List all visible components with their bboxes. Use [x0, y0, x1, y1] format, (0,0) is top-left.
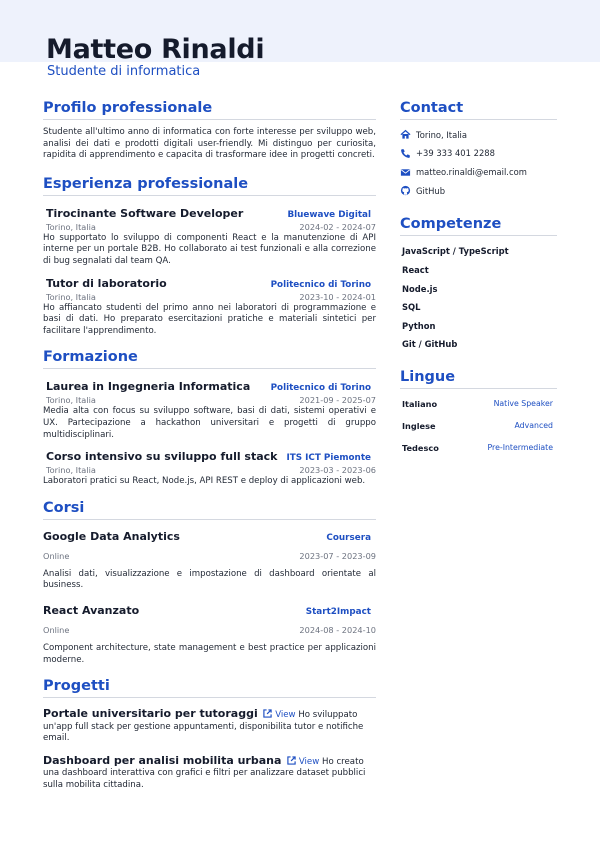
education-section	[43, 349, 376, 487]
education-school: Politecnico di Torino	[270, 383, 371, 394]
project-description: Ho creato una dashboard interattiva con grafici e filtri per analizzare dataset pubblici sulla mobilita cittadina.	[43, 756, 366, 791]
profile-heading: Profilo professionale	[43, 100, 376, 120]
language-item	[400, 399, 557, 409]
experience-heading: Esperienza professionale	[43, 176, 376, 196]
experience-role: Tutor di laboratorio	[46, 276, 167, 290]
education-item	[43, 450, 376, 488]
education-location: Torino, Italia	[46, 465, 96, 476]
courses-section	[43, 500, 376, 666]
language-level: Advanced	[514, 421, 553, 431]
skill-item: JavaScript / TypeScript	[402, 246, 509, 257]
course-provider: Start2Impact	[305, 606, 371, 617]
languages-heading: Lingue	[400, 369, 557, 389]
language-level: Native Speaker	[493, 399, 553, 409]
education-school: ITS ICT Piemonte	[286, 453, 371, 464]
contact-section	[400, 100, 557, 196]
profile-section	[43, 100, 376, 162]
skills-section	[400, 216, 557, 349]
contact-github[interactable]	[400, 185, 557, 196]
projects-heading: Progetti	[43, 678, 376, 698]
education-dates: 2021-09 - 2025-07	[299, 395, 376, 406]
experience-dates: 2024-02 - 2024-07	[299, 221, 376, 232]
external-link-icon	[287, 756, 296, 765]
contact-location	[400, 129, 557, 140]
education-location: Torino, Italia	[46, 395, 96, 406]
contact-email-text: matteo.rinaldi@email.com	[416, 167, 527, 178]
project-item	[43, 708, 376, 745]
education-item	[43, 380, 376, 441]
course-mode: Online	[43, 624, 70, 635]
experience-company: Politecnico di Torino	[270, 279, 371, 290]
course-item	[43, 604, 376, 666]
project-view-label: View	[275, 710, 296, 721]
home-icon	[400, 129, 411, 140]
education-dates: 2023-03 - 2023-06	[299, 465, 376, 476]
language-name: Inglese	[402, 421, 436, 432]
project-item	[43, 755, 376, 792]
project-name: Dashboard per analisi mobilita urbana	[43, 753, 282, 767]
course-dates: 2023-07 - 2023-09	[299, 550, 376, 561]
course-mode: Online	[43, 550, 70, 561]
contact-email[interactable]	[400, 167, 557, 178]
experience-description: Ho supportato lo sviluppo di componenti React e la manutenzione di API interne per un portale B2B. Ho collaborato ai test funzionali e alla correzione di bug segnalati dal team QA.	[43, 232, 376, 266]
course-name: React Avanzato	[43, 603, 140, 617]
course-name: Google Data Analytics	[43, 529, 180, 543]
education-description: Media alta con focus su sviluppo software, basi di dati, sistemi operativi e UX. Partecipazione a hackathon universitari e progetti di gruppo multidisciplinari.	[43, 406, 376, 440]
course-description: Analisi dati, visualizzazione e impostazione di dashboard orientate al business.	[43, 568, 376, 591]
language-item	[400, 443, 557, 453]
language-name: Italiano	[402, 399, 438, 410]
project-description: Ho sviluppato un'app full stack per gestione appuntamenti, disponibilita tutor e notifiche email.	[43, 710, 364, 744]
project-view-link[interactable]	[284, 757, 322, 767]
candidate-subtitle: Studente di informatica	[47, 64, 201, 79]
experience-section	[43, 176, 376, 338]
experience-role: Tirocinante Software Developer	[46, 206, 244, 220]
course-item	[43, 530, 376, 592]
contact-location-text: Torino, Italia	[416, 129, 468, 140]
envelope-icon	[400, 167, 411, 178]
phone-icon	[400, 148, 411, 159]
education-heading: Formazione	[43, 349, 376, 369]
education-degree: Corso intensivo su sviluppo full stack	[46, 450, 278, 464]
skill-item: React	[402, 264, 429, 275]
experience-item	[43, 277, 376, 338]
education-description: Laboratori pratici su React, Node.js, API REST e deploy di applicazioni web.	[43, 476, 366, 487]
contact-phone[interactable]	[400, 148, 557, 159]
skill-item: Git / GitHub	[402, 339, 458, 350]
main-column	[43, 100, 376, 802]
github-icon	[400, 185, 411, 196]
candidate-name: Matteo Rinaldi	[46, 34, 265, 65]
contact-github-text: GitHub	[416, 185, 446, 196]
skill-item: SQL	[402, 302, 421, 313]
course-provider: Coursera	[326, 532, 371, 543]
experience-company: Bluewave Digital	[287, 209, 371, 220]
skill-item: Node.js	[402, 283, 438, 294]
course-dates: 2024-08 - 2024-10	[299, 624, 376, 635]
experience-dates: 2023-10 - 2024-01	[299, 291, 376, 302]
education-degree: Laurea in Ingegneria Informatica	[46, 380, 251, 394]
skills-heading: Competenze	[400, 216, 557, 236]
language-name: Tedesco	[402, 443, 439, 454]
external-link-icon	[263, 709, 272, 718]
profile-text: Studente all'ultimo anno di informatica con forte interesse per sviluppo web, analisi dei dati e prodotti digitali user-friendly. Mi distinguo per curiosita, rapidita di apprendimento e capacita di trasformare idee in progetti concreti.	[43, 127, 376, 161]
languages-section	[400, 369, 557, 453]
experience-location: Torino, Italia	[46, 291, 96, 302]
contact-heading: Contact	[400, 100, 557, 120]
experience-description: Ho affiancato studenti del primo anno nei laboratori di programmazione e basi di dati. Ho preparato esercitazioni pratiche e materiali sintetici per facilitare l'apprendimento.	[43, 302, 376, 336]
experience-location: Torino, Italia	[46, 221, 96, 232]
courses-heading: Corsi	[43, 500, 376, 520]
skill-item: Python	[402, 320, 436, 331]
project-view-link[interactable]	[260, 710, 298, 720]
projects-section	[43, 678, 376, 792]
project-name: Portale universitario per tutoraggi	[43, 707, 258, 721]
project-view-label: View	[298, 756, 320, 767]
sidebar-column	[400, 100, 557, 465]
language-item	[400, 421, 557, 431]
experience-item	[43, 207, 376, 268]
contact-phone-text: +39 333 401 2288	[416, 148, 495, 159]
language-level: Pre-Intermediate	[487, 443, 553, 453]
course-description: Component architecture, state management e best practice per applicazioni moderne.	[43, 642, 376, 665]
